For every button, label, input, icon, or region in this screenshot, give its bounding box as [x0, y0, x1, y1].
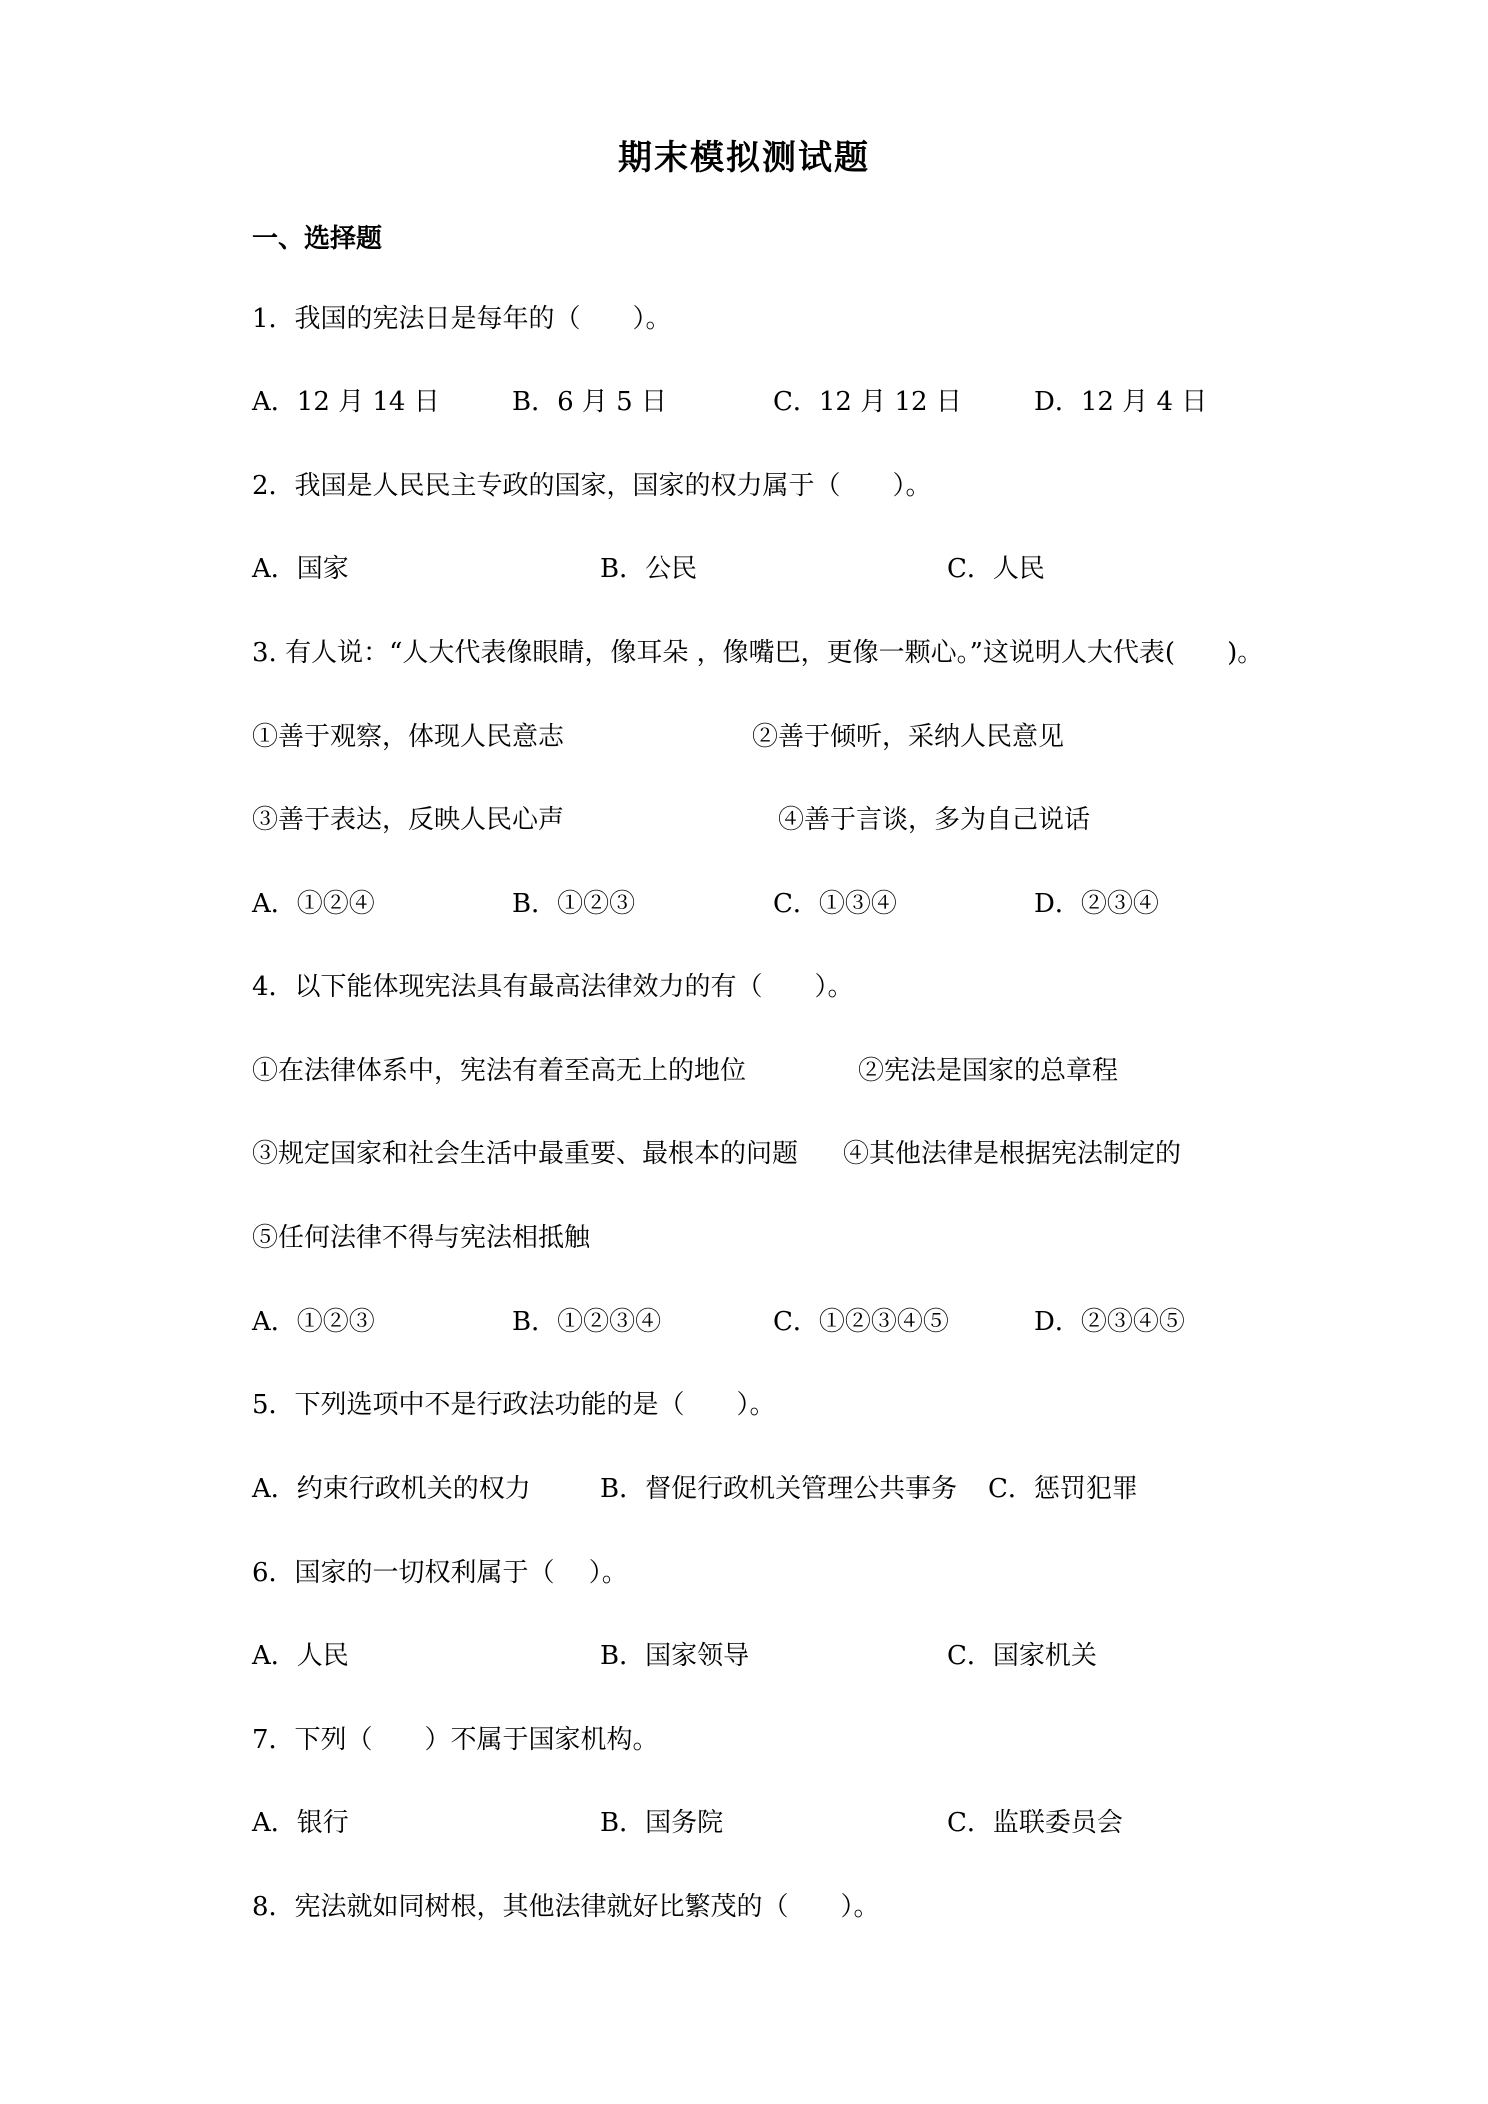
question-3-option-a[interactable]: A．①②④ — [252, 889, 375, 919]
question-8-stem: 8．宪法就如同树根，其他法律就好比繁茂的（ ）。 — [252, 1892, 880, 1922]
question-1-option-d[interactable]: D．12 月 4 日 — [1034, 387, 1208, 417]
question-5-option-b[interactable]: B．督促行政机关管理公共事务 — [600, 1474, 958, 1504]
section-title: 一、选择题 — [252, 224, 383, 254]
question-3-statement-3: ③善于表达，反映人民心声 — [252, 805, 565, 835]
question-6-option-b[interactable]: B．国家领导 — [600, 1641, 750, 1671]
question-2-option-c[interactable]: C．人民 — [947, 554, 1045, 584]
question-3-option-b[interactable]: B．①②③ — [512, 889, 636, 919]
question-4-option-a[interactable]: A．①②③ — [252, 1307, 375, 1337]
question-5-stem: 5．下列选项中不是行政法功能的是（ ）。 — [252, 1390, 776, 1420]
question-4-option-d[interactable]: D．②③④⑤ — [1034, 1307, 1185, 1337]
question-2-option-a[interactable]: A．国家 — [252, 554, 349, 584]
question-4-statement-3: ③规定国家和社会生活中最重要、最根本的问题 — [252, 1139, 799, 1169]
question-5-option-c[interactable]: C．惩罚犯罪 — [988, 1474, 1138, 1504]
question-1-option-a[interactable]: A．12 月 14 日 — [252, 387, 440, 417]
question-5-option-a[interactable]: A．约束行政机关的权力 — [252, 1474, 531, 1504]
question-7-option-c[interactable]: C．监联委员会 — [947, 1808, 1123, 1838]
question-3-statement-4: ④善于言谈，多为自己说话 — [778, 805, 1091, 835]
question-6-option-a[interactable]: A．人民 — [252, 1641, 349, 1671]
question-3-statement-1: ①善于观察，体现人民意志 — [252, 722, 565, 752]
question-4-statement-2: ②宪法是国家的总章程 — [858, 1056, 1119, 1086]
question-6-option-c[interactable]: C．国家机关 — [947, 1641, 1097, 1671]
question-1-option-b[interactable]: B．6 月 5 日 — [512, 387, 667, 417]
question-3-option-c[interactable]: C．①③④ — [773, 889, 897, 919]
question-3-stem: 3. 有人说：“人大代表像眼睛，像耳朵 ，像嘴巴，更像一颗心。”这说明人大代表( )。 — [252, 638, 1264, 668]
question-2-option-b[interactable]: B．公民 — [600, 554, 698, 584]
question-1-stem: 1．我国的宪法日是每年的（ ）。 — [252, 304, 672, 334]
question-3-statement-2: ②善于倾听，采纳人民意见 — [752, 722, 1065, 752]
question-4-stem: 4．以下能体现宪法具有最高法律效力的有（ ）。 — [252, 972, 854, 1002]
question-4-statement-4: ④其他法律是根据宪法制定的 — [843, 1139, 1182, 1169]
question-7-option-b[interactable]: B．国务院 — [600, 1808, 724, 1838]
question-3-option-d[interactable]: D．②③④ — [1034, 889, 1159, 919]
question-4-statement-5: ⑤任何法律不得与宪法相抵触 — [252, 1223, 591, 1253]
question-1-option-c[interactable]: C．12 月 12 日 — [773, 387, 962, 417]
question-6-stem: 6．国家的一切权利属于（ ）。 — [252, 1558, 628, 1588]
question-4-option-b[interactable]: B．①②③④ — [512, 1307, 662, 1337]
page-title: 期末模拟测试题 — [618, 138, 870, 178]
question-4-statement-1: ①在法律体系中，宪法有着至高无上的地位 — [252, 1056, 747, 1086]
question-2-stem: 2．我国是人民民主专政的国家，国家的权力属于（ ）。 — [252, 471, 932, 501]
question-7-option-a[interactable]: A．银行 — [252, 1808, 349, 1838]
question-4-option-c[interactable]: C．①②③④⑤ — [773, 1307, 949, 1337]
question-7-stem: 7．下列（ ）不属于国家机构。 — [252, 1725, 659, 1755]
